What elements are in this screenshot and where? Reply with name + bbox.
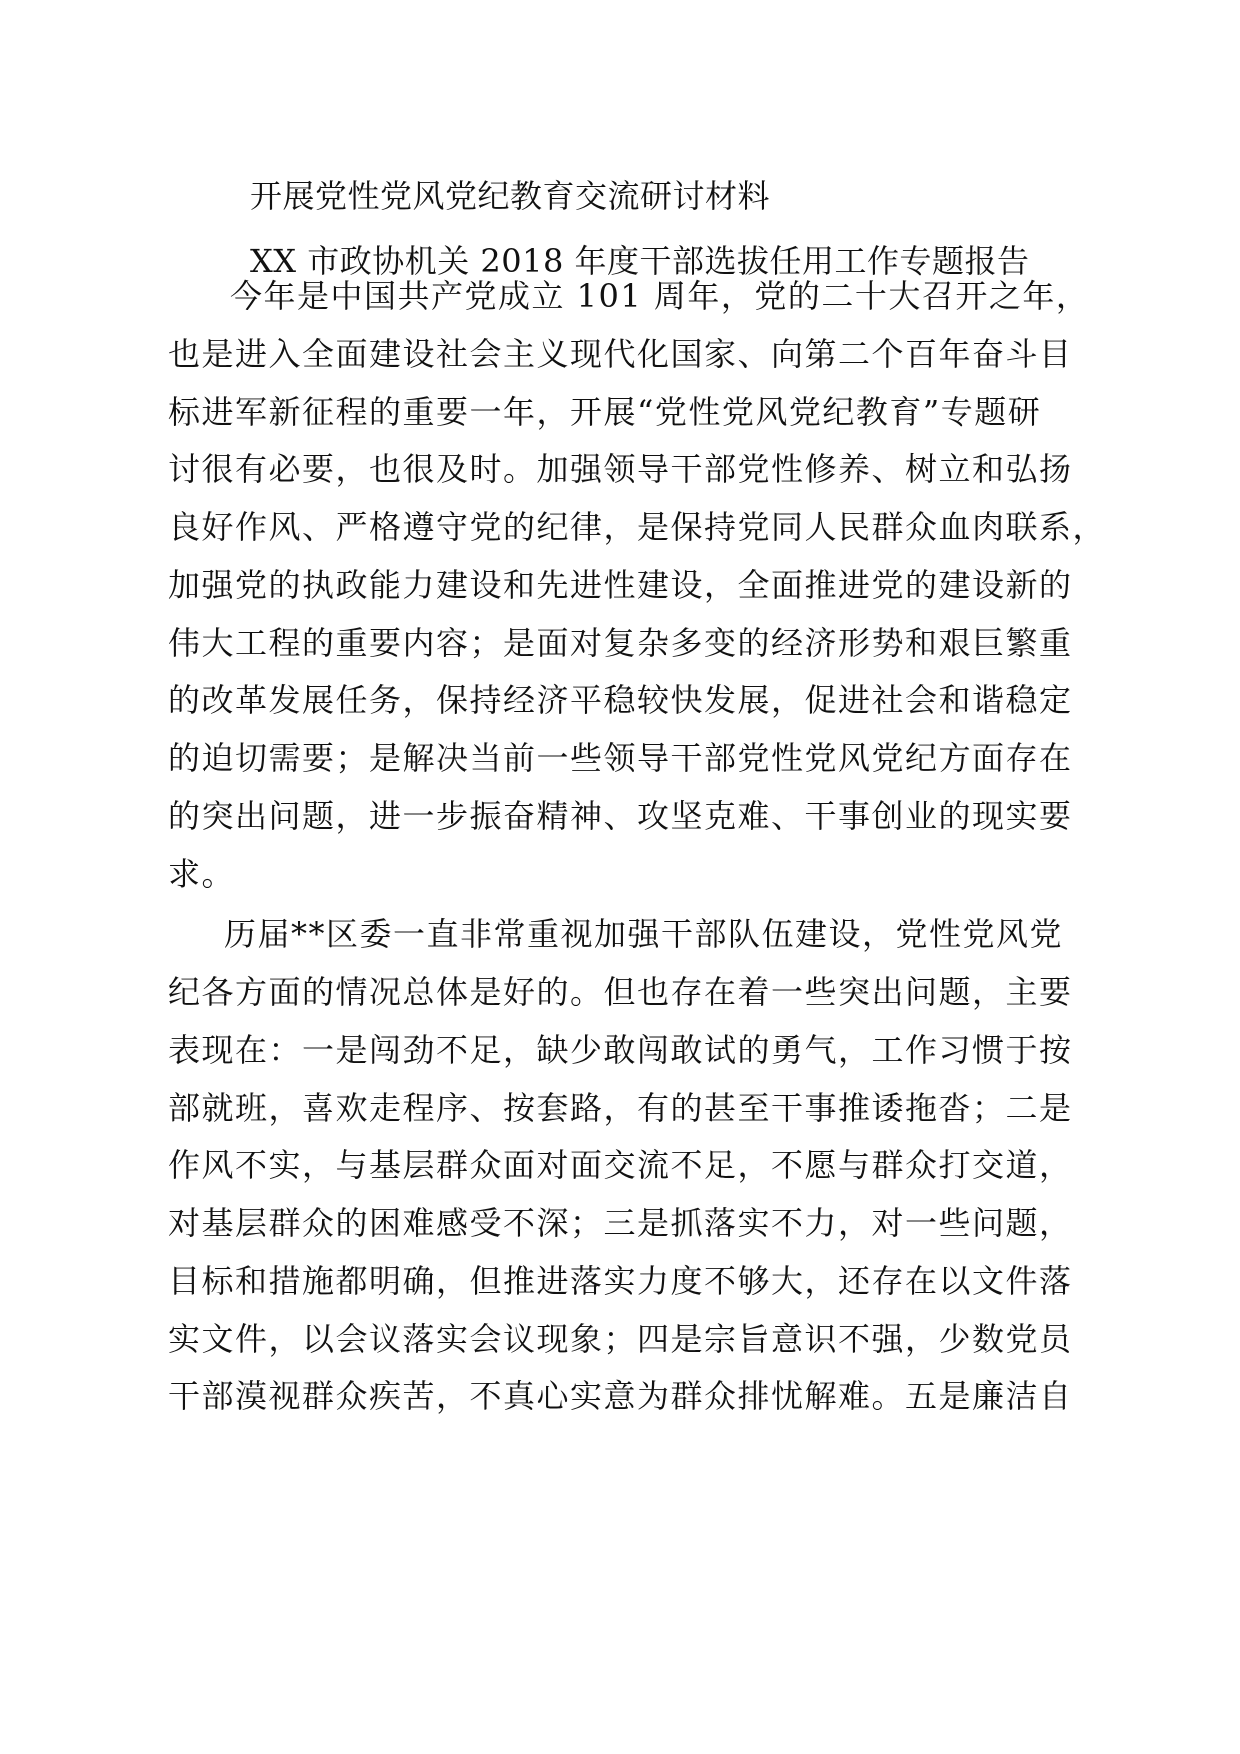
paragraph-1-line: 也是进入全面建设社会主义现代化国家、向第二个百年奋斗目 — [168, 335, 1073, 373]
document-subtitle: XX 市政协机关 2018 年度干部选拔任用工作专题报告 — [250, 242, 1030, 280]
paragraph-2-line: 实文件，以会议落实会议现象；四是宗旨意识不强，少数党员 — [168, 1320, 1073, 1358]
document-title: 开展党性党风党纪教育交流研讨材料 — [250, 177, 771, 215]
paragraph-2-line: 对基层群众的困难感受不深；三是抓落实不力，对一些问题， — [168, 1204, 1073, 1242]
paragraph-1-line: 的迫切需要；是解决当前一些领导干部党性党风党纪方面存在 — [168, 739, 1073, 777]
paragraph-1-line: 加强党的执政能力建设和先进性建设，全面推进党的建设新的 — [168, 566, 1073, 604]
paragraph-2-line: 纪各方面的情况总体是好的。但也存在着一些突出问题，主要 — [168, 973, 1073, 1011]
paragraph-1-line: 今年是中国共产党成立 101 周年，党的二十大召开之年， — [230, 277, 1090, 315]
paragraph-2-line: 历届**区委一直非常重视加强干部队伍建设，党性党风党 — [224, 915, 1064, 953]
paragraph-2-line: 表现在：一是闯劲不足，缺少敢闯敢试的勇气，工作习惯于按 — [168, 1031, 1073, 1069]
paragraph-1-line: 标进军新征程的重要一年，开展“党性党风党纪教育”专题研 — [168, 393, 1042, 431]
paragraph-1-line: 讨很有必要，也很及时。加强领导干部党性修养、树立和弘扬 — [168, 450, 1073, 488]
paragraph-1-line: 的改革发展任务，保持经济平稳较快发展，促进社会和谐稳定 — [168, 681, 1073, 719]
paragraph-1-line: 良好作风、严格遵守党的纪律，是保持党同人民群众血肉联系， — [168, 508, 1107, 546]
paragraph-2-line: 干部漠视群众疾苦，不真心实意为群众排忧解难。五是廉洁自 — [168, 1377, 1073, 1415]
paragraph-1-line: 的突出问题，进一步振奋精神、攻坚克难、干事创业的现实要 — [168, 797, 1073, 835]
paragraph-1-line: 伟大工程的重要内容；是面对复杂多变的经济形势和艰巨繁重 — [168, 624, 1073, 662]
paragraph-2-line: 部就班，喜欢走程序、按套路，有的甚至干事推诿拖沓；二是 — [168, 1089, 1073, 1127]
paragraph-1-line: 求。 — [168, 855, 236, 893]
paragraph-2-line: 作风不实，与基层群众面对面交流不足，不愿与群众打交道， — [168, 1146, 1073, 1184]
paragraph-2-line: 目标和措施都明确，但推进落实力度不够大，还存在以文件落 — [168, 1262, 1073, 1300]
